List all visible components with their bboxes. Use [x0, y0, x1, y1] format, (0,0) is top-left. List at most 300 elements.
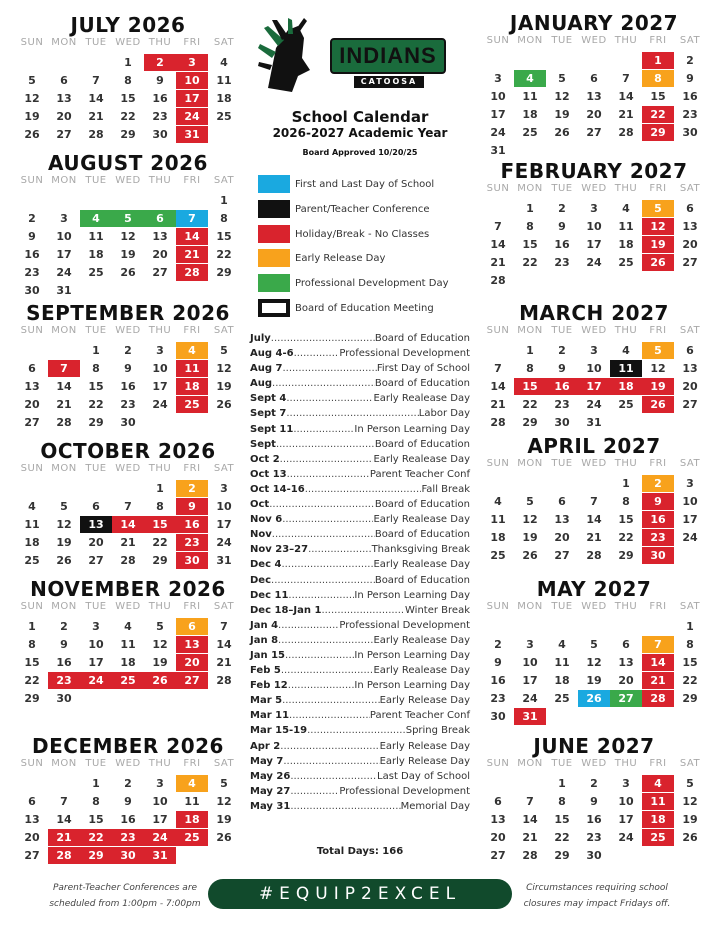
- day-cell: 21: [490, 398, 506, 411]
- legend-swatch-orange: [258, 249, 290, 267]
- month-title: JANUARY 2027: [509, 11, 679, 35]
- event-name: In Person Learning Day: [354, 680, 470, 692]
- empty-cell: [208, 847, 240, 864]
- day-cell: 9: [494, 656, 502, 669]
- month-title: SEPTEMBER 2026: [26, 301, 230, 325]
- day-cell: 24: [586, 256, 602, 269]
- legend-item: [258, 174, 478, 194]
- event-leader: [272, 376, 375, 391]
- month-apr: [482, 435, 706, 565]
- empty-cell: [642, 847, 674, 864]
- day-cell: 2: [176, 480, 208, 497]
- day-cell: 24: [682, 531, 698, 544]
- month-title: NOVEMBER 2026: [30, 577, 226, 601]
- day-grid: [482, 775, 706, 865]
- day-grid: [482, 475, 706, 565]
- day-cell: 27: [24, 416, 40, 429]
- event-name: In Person Learning Day: [354, 423, 470, 435]
- day-cell: 20: [554, 531, 570, 544]
- event-name: Early Realease Day: [373, 393, 470, 405]
- month-title: APRIL 2027: [527, 434, 661, 458]
- legend-swatch-red: [258, 225, 290, 243]
- day-cell: 14: [490, 238, 506, 251]
- day-grid: [16, 618, 240, 708]
- event-leader: [283, 754, 379, 769]
- empty-cell: [482, 200, 514, 217]
- weekday-header: [16, 757, 240, 771]
- week-row: [16, 282, 240, 299]
- day-cell: 18: [522, 108, 538, 121]
- week-row: [482, 708, 706, 725]
- day-cell: 24: [216, 536, 232, 549]
- day-cell: 10: [56, 230, 72, 243]
- weekday-label: THU: [148, 463, 172, 474]
- day-cell: 13: [152, 230, 168, 243]
- event-date: Nov 6: [250, 514, 283, 526]
- month-feb: [482, 160, 706, 290]
- day-cell: 27: [586, 126, 602, 139]
- day-cell: 12: [554, 90, 570, 103]
- day-cell: 21: [522, 831, 538, 844]
- day-cell: 23: [554, 398, 570, 411]
- day-grid: [482, 618, 706, 726]
- day-cell: 4: [28, 500, 36, 513]
- logo-subtitle: CATOOSA: [354, 76, 424, 88]
- week-row: [482, 378, 706, 395]
- day-cell: 11: [88, 230, 104, 243]
- week-row: [16, 126, 240, 143]
- day-cell: 15: [650, 90, 666, 103]
- day-grid: [16, 480, 240, 570]
- weekday-label: WED: [581, 325, 607, 336]
- day-cell: 15: [88, 813, 104, 826]
- day-cell: 5: [590, 638, 598, 651]
- day-cell: 12: [642, 218, 674, 235]
- day-cell: 7: [622, 72, 630, 85]
- event-name: Fall Break: [421, 483, 470, 495]
- day-cell: 24: [522, 692, 538, 705]
- event-row: [250, 512, 470, 527]
- weekday-label: SAT: [679, 458, 701, 469]
- weekday-label: MON: [51, 758, 77, 769]
- day-cell: 15: [216, 230, 232, 243]
- day-cell: 3: [622, 777, 630, 790]
- event-date: May 27: [250, 785, 291, 797]
- empty-cell: [610, 52, 642, 69]
- event-name: Early Realease Day: [373, 634, 470, 646]
- day-cell: 14: [522, 813, 538, 826]
- empty-cell: [674, 272, 706, 289]
- legend-label: Early Release Day: [295, 252, 386, 264]
- day-cell: 10: [682, 495, 698, 508]
- day-grid: [16, 192, 240, 300]
- event-date: Dec 18–Jan 1: [250, 604, 322, 616]
- weekday-label: SUN: [20, 325, 44, 336]
- day-cell: 29: [642, 124, 674, 141]
- day-cell: 30: [56, 692, 72, 705]
- day-cell: 1: [526, 202, 534, 215]
- day-cell: 26: [216, 831, 232, 844]
- day-cell: 29: [152, 554, 168, 567]
- day-cell: 4: [622, 344, 630, 357]
- event-row: [250, 678, 470, 693]
- empty-cell: [80, 282, 112, 299]
- event-leader: [272, 527, 375, 542]
- event-row: [250, 557, 470, 572]
- day-cell: 11: [120, 638, 136, 651]
- event-date: May 7: [250, 755, 284, 767]
- legend-swatch-black: [258, 200, 290, 218]
- day-cell: 17: [216, 518, 232, 531]
- day-cell: 10: [152, 795, 168, 808]
- day-cell: 8: [622, 495, 630, 508]
- weekday-label: MON: [517, 758, 543, 769]
- weekday-label: FRI: [649, 458, 667, 469]
- week-row: [482, 811, 706, 828]
- day-cell: 30: [682, 126, 698, 139]
- event-name: Board of Education: [374, 499, 470, 511]
- weekday-label: FRI: [183, 37, 201, 48]
- week-row: [482, 254, 706, 271]
- day-cell: 2: [124, 344, 132, 357]
- weekday-label: WED: [115, 37, 141, 48]
- day-cell: 8: [124, 74, 132, 87]
- event-leader: [278, 618, 339, 633]
- day-cell: 1: [92, 777, 100, 790]
- day-cell: 8: [92, 795, 100, 808]
- day-cell: 7: [642, 636, 674, 653]
- event-name: Professional Development: [339, 785, 470, 797]
- day-cell: 10: [490, 90, 506, 103]
- empty-cell: [80, 54, 112, 71]
- event-row: [250, 769, 470, 784]
- day-cell: 31: [586, 416, 602, 429]
- week-row: [16, 246, 240, 263]
- month-nov: [16, 578, 240, 708]
- day-grid: [16, 775, 240, 865]
- day-cell: 8: [558, 795, 566, 808]
- week-row: [482, 775, 706, 792]
- event-row: [250, 527, 470, 542]
- day-cell: 1: [558, 777, 566, 790]
- day-cell: 24: [80, 672, 112, 689]
- day-cell: 30: [152, 128, 168, 141]
- event-name: Memorial Day: [400, 800, 470, 812]
- day-cell: 27: [554, 549, 570, 562]
- day-cell: 28: [56, 416, 72, 429]
- day-cell: 11: [24, 518, 40, 531]
- weekday-header: [482, 182, 706, 196]
- event-date: Aug: [250, 378, 273, 390]
- empty-cell: [176, 690, 208, 707]
- week-row: [482, 70, 706, 87]
- day-grid: [16, 342, 240, 432]
- weekday-label: FRI: [183, 601, 201, 612]
- weekday-label: SAT: [213, 758, 235, 769]
- event-date: Jan 15: [250, 649, 285, 661]
- day-cell: 20: [24, 831, 40, 844]
- day-cell: 21: [120, 536, 136, 549]
- empty-cell: [482, 52, 514, 69]
- day-cell: 23: [48, 672, 80, 689]
- day-cell: 16: [682, 90, 698, 103]
- week-row: [482, 829, 706, 846]
- day-cell: 22: [522, 256, 538, 269]
- day-cell: 24: [144, 829, 176, 846]
- day-cell: 12: [682, 795, 698, 808]
- day-cell: 12: [152, 638, 168, 651]
- event-row: [250, 376, 470, 391]
- event-leader: [281, 557, 373, 572]
- week-row: [482, 511, 706, 528]
- weekday-label: THU: [148, 758, 172, 769]
- day-cell: 24: [618, 831, 634, 844]
- weekday-label: SAT: [679, 325, 701, 336]
- empty-cell: [80, 690, 112, 707]
- weekday-label: MON: [51, 325, 77, 336]
- weekday-label: TUE: [551, 183, 573, 194]
- weekday-label: THU: [614, 325, 638, 336]
- day-cell: 2: [28, 212, 36, 225]
- day-cell: 12: [216, 795, 232, 808]
- weekday-label: SUN: [486, 758, 510, 769]
- day-cell: 14: [56, 380, 72, 393]
- legend-swatch-green: [258, 274, 290, 292]
- day-cell: 29: [80, 847, 112, 864]
- day-cell: 25: [642, 829, 674, 846]
- weekday-label: SUN: [20, 758, 44, 769]
- event-date: Aug 7: [250, 363, 283, 375]
- event-date: Oct 2: [250, 453, 280, 465]
- day-cell: 2: [590, 777, 598, 790]
- footer-closure-note: Circumstances requiring school closures may impact Fridays off.: [523, 883, 671, 909]
- day-cell: 5: [642, 200, 674, 217]
- week-row: [482, 636, 706, 653]
- day-cell: 1: [220, 194, 228, 207]
- week-row: [482, 124, 706, 141]
- event-leader: [294, 346, 340, 361]
- empty-cell: [546, 618, 578, 635]
- weekday-label: MON: [517, 458, 543, 469]
- day-cell: 28: [120, 554, 136, 567]
- empty-cell: [546, 142, 578, 159]
- day-cell: 4: [124, 620, 132, 633]
- day-cell: 12: [586, 656, 602, 669]
- weekday-label: SAT: [679, 758, 701, 769]
- empty-cell: [482, 342, 514, 359]
- event-row: [250, 573, 470, 588]
- day-cell: 4: [220, 56, 228, 69]
- day-cell: 22: [618, 531, 634, 544]
- empty-cell: [16, 342, 48, 359]
- day-cell: 30: [24, 284, 40, 297]
- day-cell: 23: [120, 398, 136, 411]
- day-cell: 29: [682, 692, 698, 705]
- empty-cell: [16, 775, 48, 792]
- weekday-label: TUE: [85, 758, 107, 769]
- event-leader: [289, 708, 370, 723]
- weekday-label: WED: [581, 35, 607, 46]
- weekday-header: [482, 757, 706, 771]
- weekday-label: FRI: [183, 325, 201, 336]
- day-cell: 8: [686, 638, 694, 651]
- day-cell: 26: [554, 126, 570, 139]
- empty-cell: [610, 414, 642, 431]
- day-cell: 22: [80, 829, 112, 846]
- day-cell: 21: [48, 829, 80, 846]
- event-row: [250, 618, 470, 633]
- empty-cell: [144, 282, 176, 299]
- day-cell: 7: [60, 795, 68, 808]
- day-cell: 1: [124, 56, 132, 69]
- empty-cell: [48, 54, 80, 71]
- day-cell: 7: [92, 74, 100, 87]
- day-cell: 31: [490, 144, 506, 157]
- event-name: Thanksgiving Break: [371, 544, 470, 556]
- week-row: [16, 210, 240, 227]
- day-cell: 9: [124, 362, 132, 375]
- day-cell: 9: [642, 493, 674, 510]
- day-cell: 9: [558, 362, 566, 375]
- week-row: [482, 414, 706, 431]
- day-cell: 4: [176, 342, 208, 359]
- day-cell: 16: [586, 813, 602, 826]
- month-title: MAY 2027: [536, 577, 652, 601]
- event-name: Early Release Day: [379, 695, 470, 707]
- event-date: Sept: [250, 438, 276, 450]
- empty-cell: [112, 282, 144, 299]
- empty-cell: [16, 480, 48, 497]
- day-cell: 29: [24, 692, 40, 705]
- weekday-label: WED: [115, 601, 141, 612]
- event-row: [250, 723, 470, 738]
- day-cell: 30: [176, 552, 208, 569]
- day-cell: 5: [220, 344, 228, 357]
- weekday-label: MON: [517, 35, 543, 46]
- event-leader: [276, 437, 375, 452]
- day-cell: 5: [642, 342, 674, 359]
- empty-cell: [610, 708, 642, 725]
- event-name: Board of Education: [374, 529, 470, 541]
- event-leader: [269, 497, 375, 512]
- event-date: Mar 11: [250, 710, 290, 722]
- day-cell: 3: [60, 212, 68, 225]
- week-row: [16, 636, 240, 653]
- weekday-label: FRI: [183, 758, 201, 769]
- event-leader: [308, 542, 371, 557]
- event-leader: [293, 422, 354, 437]
- event-date: Sept 7: [250, 408, 287, 420]
- day-cell: 1: [28, 620, 36, 633]
- day-cell: 24: [490, 126, 506, 139]
- empty-cell: [578, 618, 610, 635]
- day-cell: 23: [586, 831, 602, 844]
- empty-cell: [674, 547, 706, 564]
- event-row: [250, 648, 470, 663]
- legend-label: First and Last Day of School: [295, 178, 435, 190]
- legend-label: Professional Development Day: [295, 277, 449, 289]
- day-cell: 27: [490, 849, 506, 862]
- day-cell: 6: [92, 500, 100, 513]
- event-name: Early Release Day: [379, 740, 470, 752]
- week-row: [16, 396, 240, 413]
- week-row: [16, 480, 240, 497]
- day-cell: 24: [56, 266, 72, 279]
- day-cell: 23: [682, 108, 698, 121]
- empty-cell: [514, 142, 546, 159]
- day-cell: 2: [124, 777, 132, 790]
- day-cell: 26: [56, 554, 72, 567]
- day-cell: 22: [88, 398, 104, 411]
- day-cell: 28: [642, 690, 674, 707]
- day-cell: 3: [92, 620, 100, 633]
- day-cell: 15: [514, 378, 546, 395]
- day-cell: 1: [92, 344, 100, 357]
- day-cell: 24: [176, 108, 208, 125]
- weekday-label: SAT: [213, 175, 235, 186]
- day-cell: 5: [112, 210, 144, 227]
- empty-cell: [546, 52, 578, 69]
- event-leader: [282, 361, 376, 376]
- week-row: [482, 106, 706, 123]
- week-row: [16, 618, 240, 635]
- event-row: [250, 482, 470, 497]
- week-row: [16, 108, 240, 125]
- day-cell: 19: [56, 536, 72, 549]
- event-leader: [278, 633, 373, 648]
- week-row: [16, 90, 240, 107]
- day-cell: 16: [120, 380, 136, 393]
- event-name: Labor Day: [418, 408, 470, 420]
- day-cell: 2: [642, 475, 674, 492]
- day-cell: 8: [526, 362, 534, 375]
- weekday-label: THU: [614, 35, 638, 46]
- day-cell: 4: [514, 70, 546, 87]
- day-cell: 30: [586, 849, 602, 862]
- day-cell: 9: [124, 795, 132, 808]
- day-cell: 22: [120, 110, 136, 123]
- event-leader: [290, 769, 377, 784]
- week-row: [482, 236, 706, 253]
- day-cell: 25: [554, 692, 570, 705]
- day-cell: 25: [176, 829, 208, 846]
- event-date: May 31: [250, 800, 291, 812]
- day-cell: 13: [682, 362, 698, 375]
- event-date: Dec 11: [250, 589, 289, 601]
- month-jun: [482, 735, 706, 865]
- board-approved-note: Board Approved 10/20/25: [302, 148, 418, 157]
- day-cell: 30: [554, 416, 570, 429]
- empty-cell: [144, 192, 176, 209]
- weekday-label: SUN: [486, 601, 510, 612]
- event-leader: [321, 603, 405, 618]
- day-cell: 14: [112, 516, 144, 533]
- weekday-label: THU: [148, 601, 172, 612]
- events-list: [250, 331, 470, 814]
- month-oct: [16, 440, 240, 570]
- day-cell: 9: [686, 72, 694, 85]
- event-name: First Day of School: [376, 363, 470, 375]
- empty-cell: [610, 272, 642, 289]
- day-cell: 17: [522, 674, 538, 687]
- event-leader: [287, 467, 370, 482]
- day-cell: 13: [682, 220, 698, 233]
- weekday-label: THU: [614, 758, 638, 769]
- empty-cell: [208, 126, 240, 143]
- day-cell: 10: [216, 500, 232, 513]
- day-cell: 12: [522, 513, 538, 526]
- day-cell: 2: [558, 202, 566, 215]
